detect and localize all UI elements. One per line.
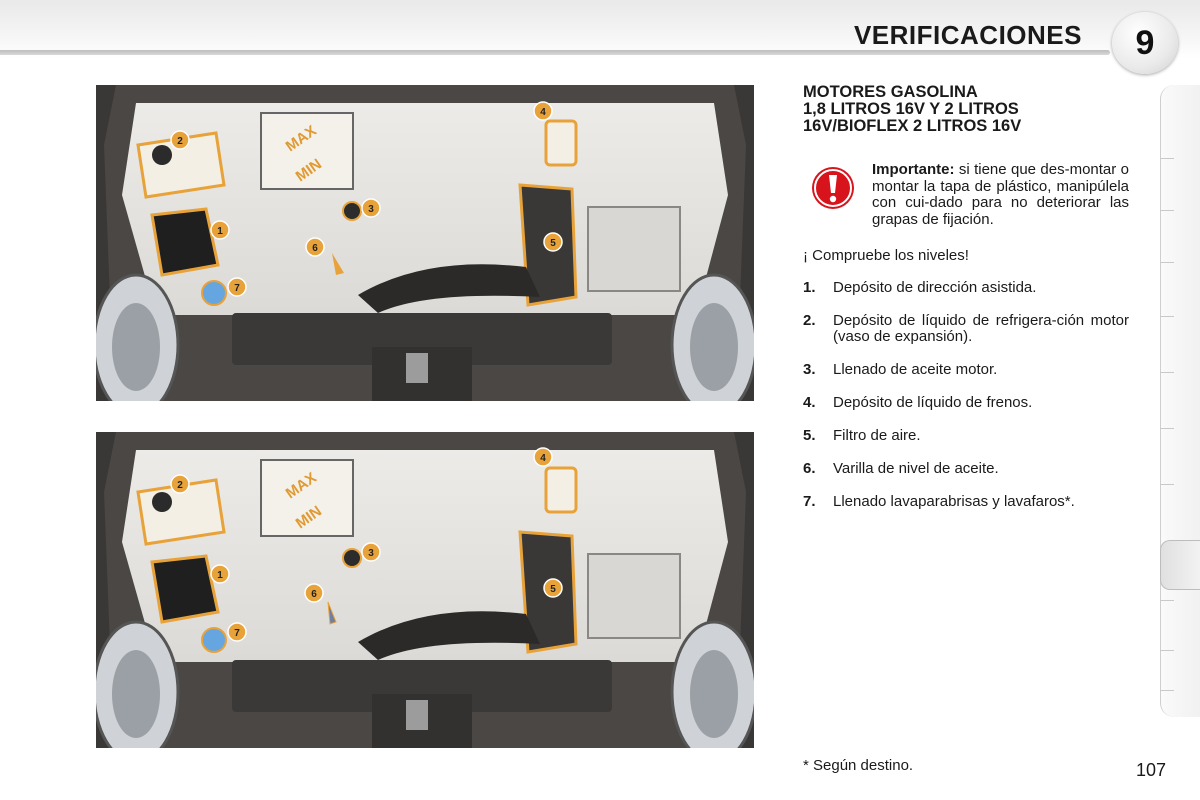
engine-heading-line: MOTORES GASOLINA (803, 83, 978, 101)
tab-divider (1160, 316, 1174, 317)
parts-list (803, 280, 1129, 527)
engine-bay-figure-top (96, 85, 754, 401)
callout-7 (228, 623, 246, 641)
callout-4 (534, 102, 552, 120)
engine-bay-figure-bottom (96, 432, 754, 748)
item-number: 2. (803, 312, 816, 329)
item-text: Depósito de líquido de refrigera-ción motor (vaso de expansión). (833, 312, 1129, 345)
item-number: 4. (803, 394, 816, 411)
level-max-label: MAX (282, 469, 320, 503)
svg-text:2: 2 (177, 480, 183, 491)
tab-divider (1160, 158, 1174, 159)
callout-6 (305, 584, 323, 602)
tab-divider (1160, 372, 1174, 373)
level-max-label: MAX (282, 122, 320, 156)
list-item (803, 395, 1129, 411)
callout-1 (211, 565, 229, 583)
engine-bay-illustration (96, 85, 754, 401)
callout-5 (544, 233, 562, 251)
list-item (803, 461, 1129, 477)
callout-7 (228, 278, 246, 296)
callout-4 (534, 448, 552, 466)
item-text: Depósito de dirección asistida. (833, 279, 1037, 296)
svg-text:6: 6 (312, 243, 318, 254)
svg-text:6: 6 (311, 589, 317, 600)
item-text: Llenado lavaparabrisas y lavafaros*. (833, 493, 1075, 510)
svg-text:7: 7 (234, 283, 240, 294)
list-item (803, 280, 1129, 296)
tab-divider (1160, 690, 1174, 691)
svg-text:3: 3 (368, 548, 374, 559)
warning-body: si tiene que des-montar o montar la tapa de plástico, manipúlela con cui-dado para no deteriorar las grapas de fijación. (872, 161, 1129, 228)
callout-5 (544, 579, 562, 597)
svg-text:1: 1 (217, 226, 223, 237)
check-levels-text: ¡ Compruebe los niveles! (803, 247, 969, 264)
item-text: Filtro de aire. (833, 427, 921, 444)
svg-text:3: 3 (368, 204, 374, 215)
warning-notice (803, 162, 1129, 228)
content-column (803, 83, 1129, 510)
callout-3 (362, 199, 380, 217)
engine-heading-line: 16V/BIOFLEX 2 LITROS 16V (803, 117, 1022, 135)
tab-divider (1160, 210, 1174, 211)
callout-2 (171, 131, 189, 149)
engine-heading (803, 84, 1129, 135)
item-text: Depósito de líquido de frenos. (833, 394, 1033, 411)
svg-text:7: 7 (234, 628, 240, 639)
page-number: 107 (1136, 760, 1167, 780)
warning-text (872, 162, 1129, 228)
item-text: Llenado de aceite motor. (833, 361, 998, 378)
engine-heading-line: 1,8 LITROS 16V Y 2 LITROS (803, 100, 1019, 118)
engine-bay-illustration (96, 432, 754, 748)
callout-6 (306, 238, 324, 256)
footnote: * Según destino. (803, 757, 914, 774)
tab-divider (1160, 484, 1174, 485)
svg-text:4: 4 (540, 107, 546, 118)
item-text: Varilla de nivel de aceite. (833, 460, 999, 477)
list-item (803, 362, 1129, 378)
section-title: VERIFICACIONES (853, 20, 1082, 50)
list-item (803, 428, 1129, 444)
svg-text:2: 2 (177, 136, 183, 147)
chapter-tab-rail (1160, 85, 1200, 717)
chapter-number: 9 (1135, 23, 1155, 62)
tab-divider (1160, 428, 1174, 429)
item-number: 3. (803, 361, 816, 378)
item-number: 6. (803, 460, 816, 477)
active-chapter-tab (1160, 540, 1200, 590)
item-number: 5. (803, 427, 816, 444)
callout-1 (211, 221, 229, 239)
exclamation-warning-icon (811, 166, 855, 210)
svg-text:1: 1 (217, 570, 223, 581)
level-min-label: MIN (292, 502, 325, 533)
tab-divider (1160, 650, 1174, 651)
svg-text:5: 5 (550, 584, 556, 595)
item-number: 7. (803, 493, 816, 510)
list-item (803, 313, 1129, 345)
tab-divider (1160, 600, 1174, 601)
warning-label: Importante: (872, 161, 955, 178)
svg-text:4: 4 (540, 453, 546, 464)
callout-2 (171, 475, 189, 493)
level-min-label: MIN (292, 155, 325, 186)
item-number: 1. (803, 279, 816, 296)
chapter-badge (1112, 12, 1178, 74)
list-item (803, 494, 1129, 510)
tab-divider (1160, 262, 1174, 263)
callout-3 (362, 543, 380, 561)
svg-text:5: 5 (550, 238, 556, 249)
